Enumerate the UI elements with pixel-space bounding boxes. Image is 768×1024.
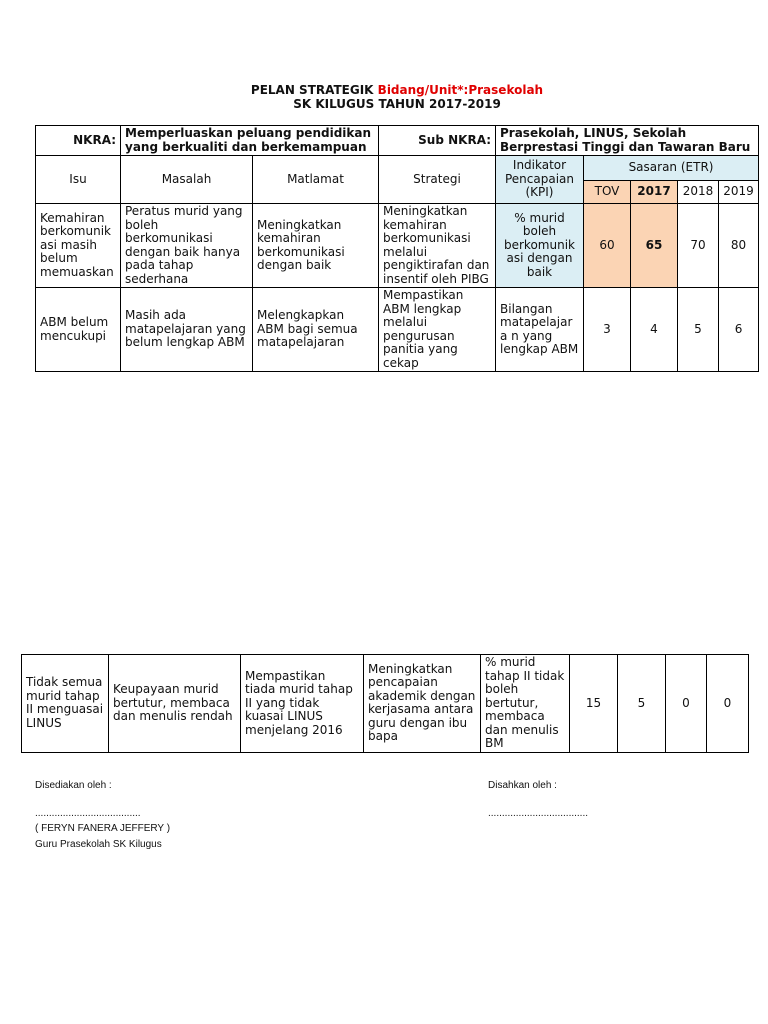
cell-masalah: Masih ada matapelajaran yang belum lengkap ABM bbox=[121, 288, 253, 372]
header-kpi: Indikator Pencapaian (KPI) bbox=[496, 156, 584, 204]
cell-matlamat: Mempastikan tiada murid tahap II yang tidak kuasai LINUS menjelang 2016 bbox=[241, 655, 364, 753]
header-2017: 2017 bbox=[631, 181, 678, 204]
page-title bbox=[0, 83, 768, 97]
cell-matlamat: Meningkatkan kemahiran berkomunikasi dengan baik bbox=[253, 204, 379, 288]
cell-isu: Kemahiran berkomunik asi masih belum memuaskan bbox=[36, 204, 121, 288]
cell-strategi: Meningkatkan pencapaian akademik dengan kerjasama antara guru dengan ibu bapa bbox=[364, 655, 481, 753]
cell-kpi: Bilangan matapelajara n yang lengkap ABM bbox=[496, 288, 584, 372]
cell-matlamat: Melengkapkan ABM bagi semua matapelajaran bbox=[253, 288, 379, 372]
approved-label: Disahkan oleh : bbox=[488, 780, 557, 791]
title-unit: Bidang/Unit*:Prasekolah bbox=[377, 83, 544, 97]
cell-strategi: Meningkatkan kemahiran berkomunikasi melalui pengiktirafan dan insentif oleh PIBG bbox=[379, 204, 496, 288]
cell-2018: 70 bbox=[678, 204, 719, 288]
cell-kpi: % murid boleh berkomunik asi dengan baik bbox=[496, 204, 584, 288]
sub-nkra-label: Sub NKRA: bbox=[379, 126, 496, 156]
page-subtitle: SK KILUGUS TAHUN 2017-2019 bbox=[293, 97, 501, 111]
header-matlamat: Matlamat bbox=[253, 156, 379, 204]
cell-kpi: % murid tahap II tidak boleh bertutur, membaca dan menulis BM bbox=[481, 655, 570, 753]
header-row-1 bbox=[36, 156, 759, 181]
strategic-plan-table bbox=[35, 125, 759, 372]
sub-nkra-value: Prasekolah, LINUS, Sekolah Berprestasi Tinggi dan Tawaran Baru bbox=[496, 126, 759, 156]
title-prefix: PELAN STRATEGIK bbox=[250, 83, 374, 97]
header-sasaran: Sasaran (ETR) bbox=[584, 156, 759, 181]
cell-2017: 65 bbox=[631, 204, 678, 288]
cell-2017: 4 bbox=[631, 288, 678, 372]
cell-tov: 60 bbox=[584, 204, 631, 288]
header-isu: Isu bbox=[36, 156, 121, 204]
header-strategi: Strategi bbox=[379, 156, 496, 204]
prepared-name: ( FERYN FANERA JEFFERY ) bbox=[35, 823, 171, 834]
header-2019: 2019 bbox=[719, 181, 759, 204]
prepared-title: Guru Prasekolah SK Kilugus bbox=[35, 839, 162, 850]
prepared-label: Disediakan oleh : bbox=[35, 780, 112, 791]
table-row bbox=[22, 655, 749, 753]
nkra-label: NKRA: bbox=[36, 126, 121, 156]
cell-2019: 6 bbox=[719, 288, 759, 372]
table-row bbox=[36, 204, 759, 288]
header-masalah: Masalah bbox=[121, 156, 253, 204]
cell-isu: ABM belum mencukupi bbox=[36, 288, 121, 372]
approved-signature-line: .................................... bbox=[488, 808, 589, 819]
cell-masalah: Peratus murid yang boleh berkomunikasi dengan baik hanya pada tahap sederhana bbox=[121, 204, 253, 288]
cell-tov: 15 bbox=[570, 655, 618, 753]
cell-tov: 3 bbox=[584, 288, 631, 372]
cell-isu: Tidak semua murid tahap II menguasai LINUS bbox=[22, 655, 109, 753]
prepared-signature-line: ...................................... bbox=[35, 808, 141, 819]
nkra-row bbox=[36, 126, 759, 156]
cell-2019: 0 bbox=[707, 655, 749, 753]
cell-2017: 5 bbox=[618, 655, 666, 753]
nkra-value: Memperluaskan peluang pendidikan yang berkualiti dan berkemampuan bbox=[121, 126, 379, 156]
cell-2018: 0 bbox=[666, 655, 707, 753]
header-2018: 2018 bbox=[678, 181, 719, 204]
table-row bbox=[36, 288, 759, 372]
linus-table bbox=[21, 654, 749, 753]
cell-2019: 80 bbox=[719, 204, 759, 288]
cell-strategi: Mempastikan ABM lengkap melalui pengurusan panitia yang cekap bbox=[379, 288, 496, 372]
cell-masalah: Keupayaan murid bertutur, membaca dan menulis rendah bbox=[109, 655, 241, 753]
cell-2018: 5 bbox=[678, 288, 719, 372]
header-tov: TOV bbox=[584, 181, 631, 204]
